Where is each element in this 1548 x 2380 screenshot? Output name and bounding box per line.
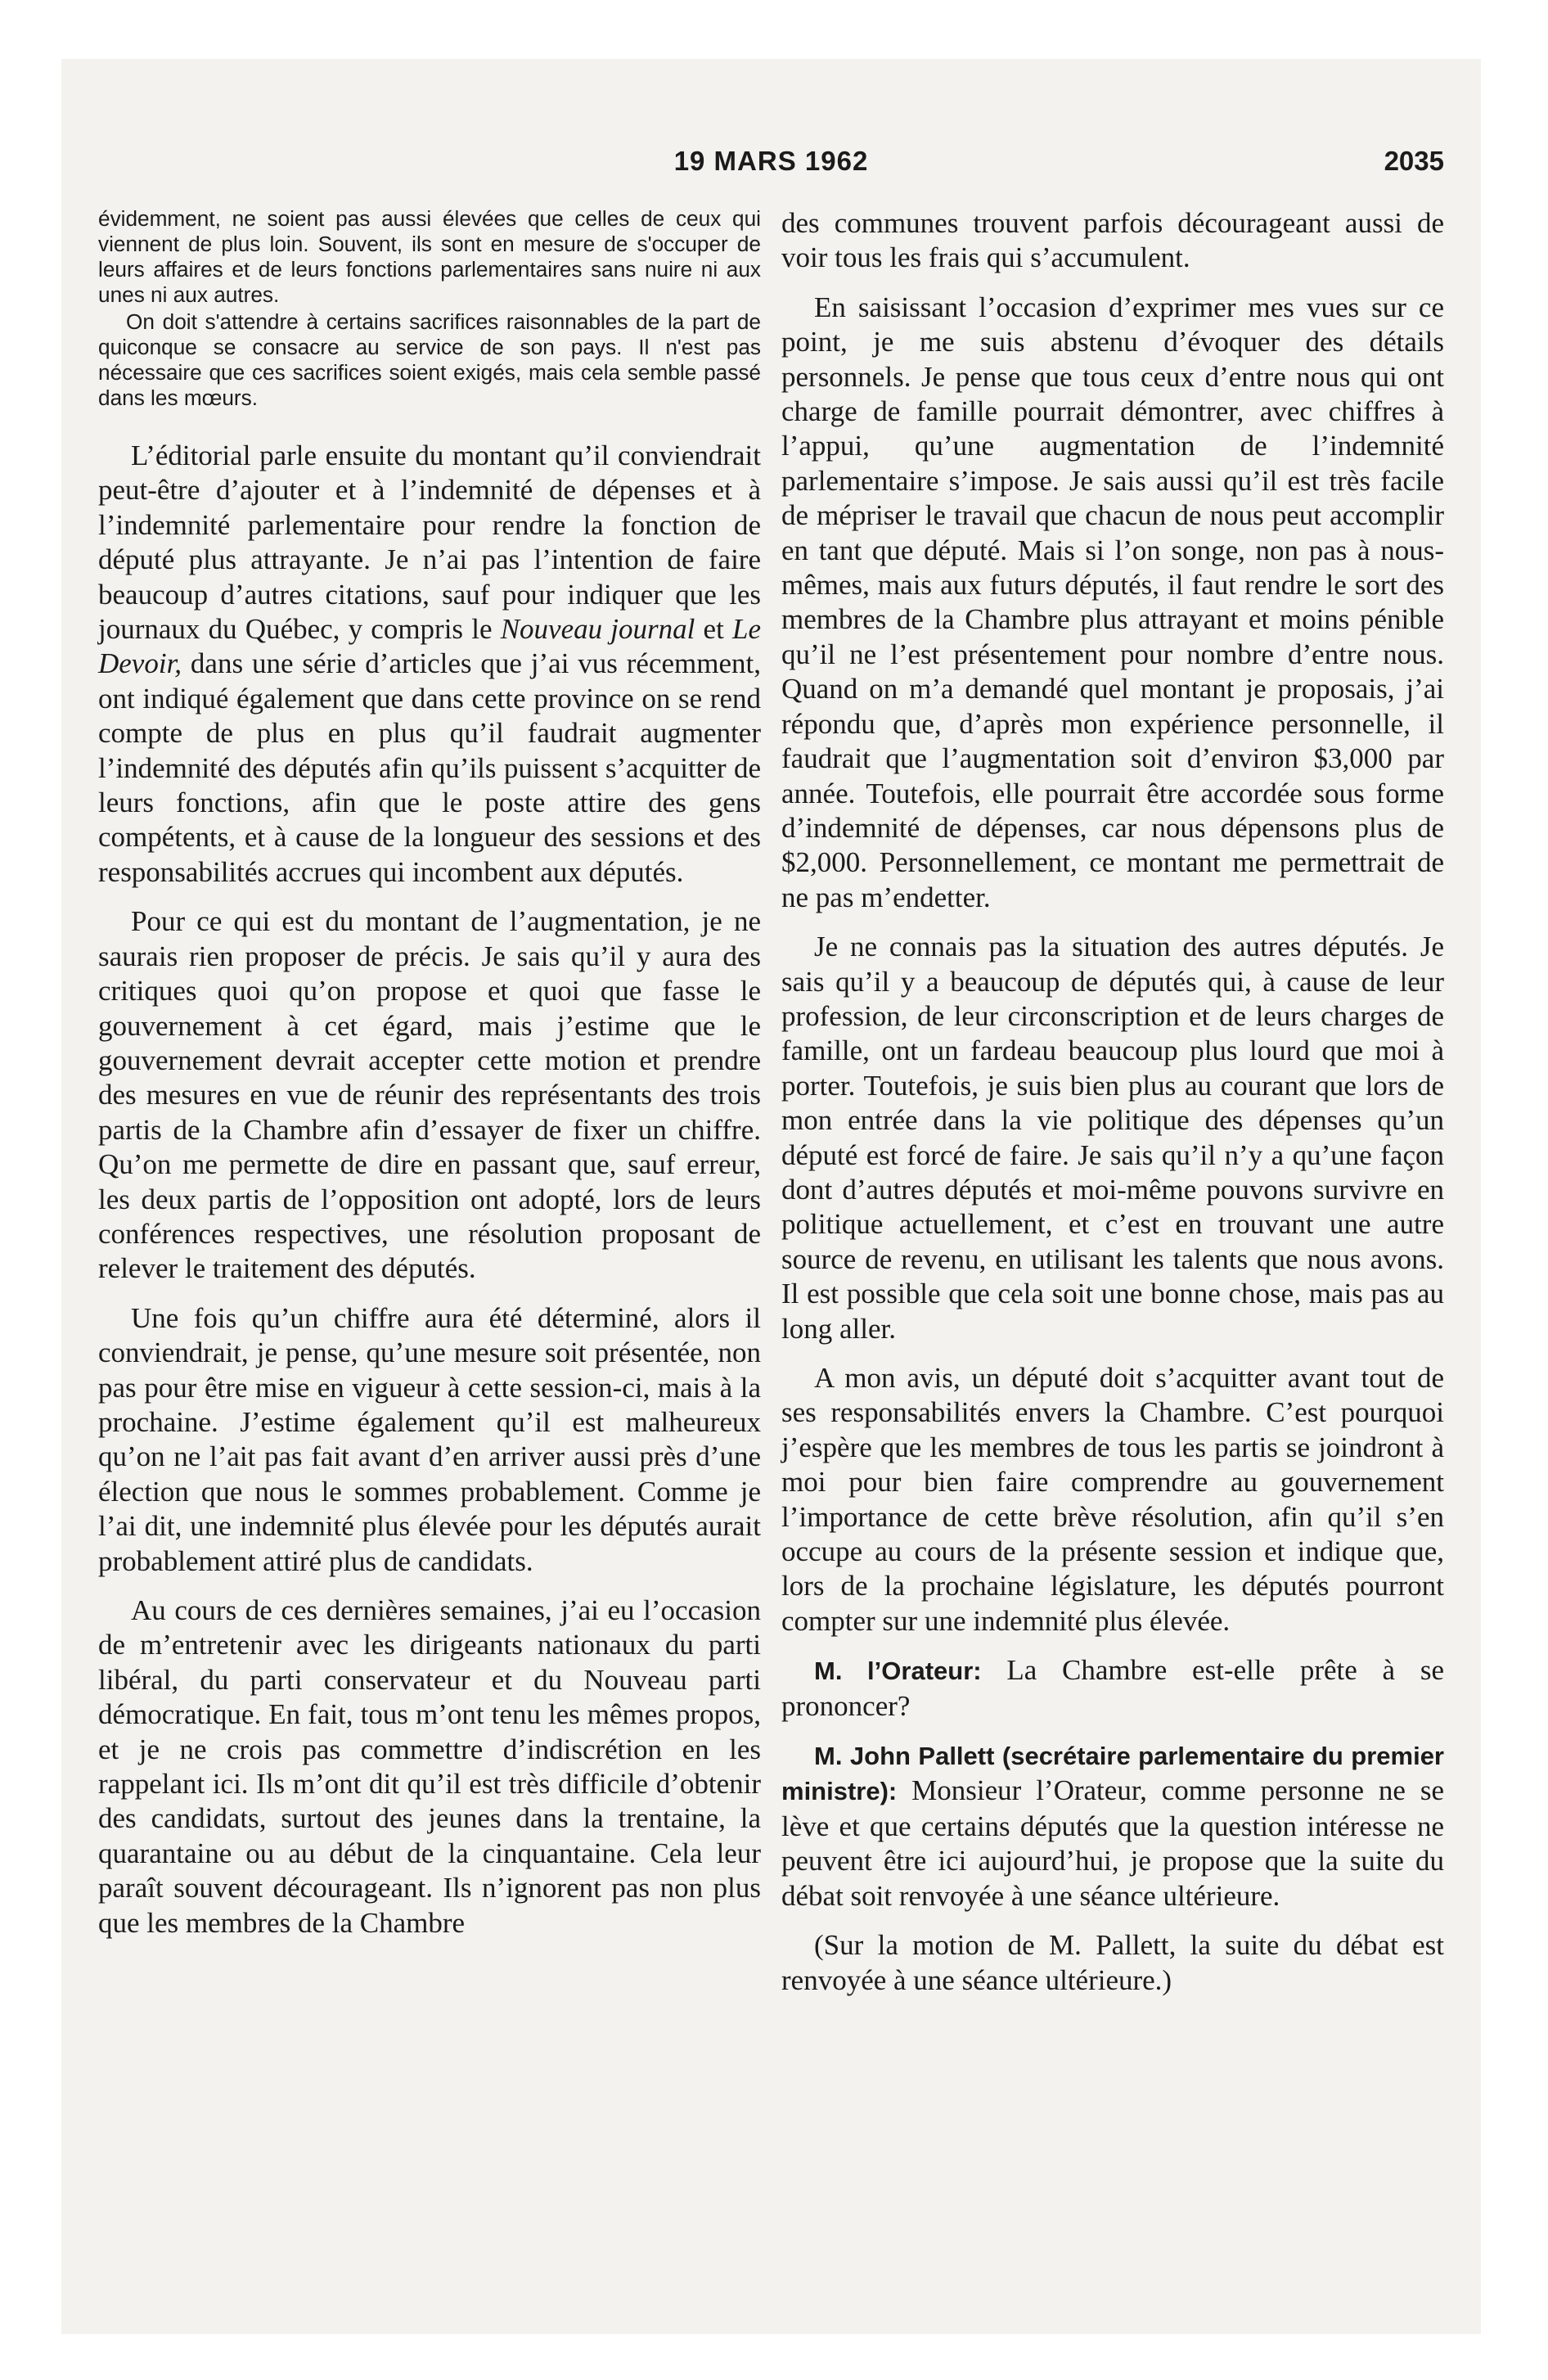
body-paragraph: Je ne connais pas la situation des autres députés. Je sais qu’il y a beaucoup de députés qui, à cause de leur profession, de leur circonscription et de leurs charges de famille, ont un fardeau beaucoup plus lourd que moi à porter. Toutefois, je suis bien plus au courant que lors de mon entrée dans la vie politique des dépenses qu’un député est forcé de faire. Je sais qu’il n’y a qu’une façon dont d’autres députés et moi-même pouvons survivre en politique actuellement, et c’est en trouvant une autre source de revenu, en utilisant les talents que nous avons. Il est possible que cela soit une bonne chose, mais pas au long aller. [781, 931, 1444, 1345]
body-paragraph: Pour ce qui est du montant de l’augmentation, je ne saurais rien proposer de précis. Je sais qu’il y aura des critiques quoi qu’on propose et quoi que fasse le gouvernement à cet égard, mais j’estime que le gouvernement devrait accepter cette motion et prendre des mesures en vue de réunir des représentants des trois partis de la Chambre afin d’essayer de fixer un chiffre. Qu’on me permette de dire en passant que, sauf erreur, les deux partis de l’opposition ont adopté, lors de leurs conférences respectives, une résolution proposant de relever le traitement des députés. [98, 905, 761, 1285]
newspaper-title: Nouveau journal [500, 613, 695, 646]
body-paragraph: L’éditorial parle ensuite du montant qu’il conviendrait peut-être d’ajouter et à l’indemnité de dépenses et à l’indemnité parlementaire pour rendre la fonction de député plus attrayante. Je n’ai pas l’intention de faire beaucoup d’autres citations, sauf pour indiquer que les journaux du Québec, y compris le Nouveau journal et Le Devoir, dans une série d’articles que j’ai vus récemment, ont indiqué également que dans cette province on se rend compte de plus en plus qu’il faudrait augmenter l’indemnité des députés afin qu’ils puissent s’acquitter de leurs fonctions, afin que le poste attire des gens compétents, et à cause de la longueur des sessions et des responsabilités accrues qui incombent aux députés. [98, 439, 761, 888]
body-paragraph: En saisissant l’occasion d’exprimer mes vues sur ce point, je me suis abstenu d’évoquer des détails personnels. Je pense que tous ceux d’entre nous qui ont charge de famille pourrait démontrer, avec chiffres à l’appui, qu’une augmentation de l’indemnité parlementaire s’impose. Je sais aussi qu’il est très facile de mépriser le travail que chacun de nous peut accomplir en tant que député. Mais si l’on songe, non pas à nous-mêmes, mais aux futurs députés, il faut rendre le sort des membres de la Chambre plus attrayant et moins pénible qu’il ne l’est présentement pour nombre d’entre nous. Quand on m’a demandé quel montant je proposais, j’ai répondu que, d’après mon expérience personnelle, il faudrait que l’augmentation soit d’environ $3,000 par année. Toutefois, elle pourrait être accordée sous forme d’indemnité de dépenses, car nous dépensons plus de $2,000. Personnellement, ce montant me permettrait de ne pas m’endetter. [781, 291, 1444, 913]
speaker-name: M. l’Orateur: [814, 1657, 982, 1686]
quote-paragraph: évidemment, ne soient pas aussi élevées que celles de ceux qui viennent de plus loin. Souvent, ils sont en mesure de s'occuper de leurs affaires et de leurs fonctions parlementaires sans nuire ni aux unes ni aux autres. [98, 206, 761, 307]
speaker-paragraph: M. l’Orateur: La Chambre est-elle prête à se prononcer? [781, 1654, 1444, 1722]
quoted-editorial [98, 206, 761, 411]
speaker-name: M. John Pallett (secrétaire parlementaire du premier ministre): [781, 1742, 1444, 1806]
body-paragraph-continued: des communes trouvent parfois décourageant aussi de voir tous les frais qui s’accumulent. [781, 207, 1444, 274]
procedural-note: (Sur la motion de M. Pallett, la suite du débat est renvoyée à une séance ultérieure.) [781, 1929, 1444, 1996]
body-paragraph: Une fois qu’un chiffre aura été déterminé, alors il conviendrait, je pense, qu’une mesure soit présentée, non pas pour être mise en vigueur à cette session-ci, mais à la prochaine. J’estime également qu’il est malheureux qu’on ne l’ait pas fait avant d’en arriver aussi près d’une élection que nous le sommes probablement. Comme je l’ai dit, une indemnité plus élevée pour les députés aurait probablement attiré plus de candidats. [98, 1301, 761, 1577]
speaker-paragraph: M. John Pallett (secrétaire parlementaire du premier ministre): Monsieur l’Orateur, comme personne ne se lève et que certains députés que la question intéresse ne peuvent être ici aujourd’hui, je propose que la suite du débat soit renvoyée à une séance ultérieure. [781, 1742, 1444, 1912]
right-column [781, 206, 1444, 1998]
page-number: 2035 [1384, 146, 1444, 176]
left-column [98, 206, 761, 1941]
newspaper-title: Le Devoir, [98, 613, 761, 680]
page-date: 19 MARS 1962 [673, 146, 869, 176]
body-paragraph: Au cours de ces dernières semaines, j’ai eu l’occasion de m’entretenir avec les dirigeants nationaux du parti libéral, du parti conservateur et du Nouveau parti démocratique. En fait, tous m’ont tenu les mêmes propos, et je ne crois pas commettre d’indiscrétion en les rappelant ici. Ils m’ont dit qu’il est très difficile d’obtenir des candidats, surtout des jeunes dans la trentaine, la quarantaine ou au début de la cinquantaine. Cela leur paraît souvent décourageant. Ils n’ignorent pas non plus que les membres de la Chambre [98, 1594, 761, 1939]
body-paragraph: A mon avis, un député doit s’acquitter avant tout de ses responsabilités envers la Chambre. C’est pourquoi j’espère que les membres de tous les partis se joindront à moi pour bien faire comprendre au gouvernement l’importance de cette brève résolution, afin qu’il s’en occupe au cours de la présente session et indique que, lors de la prochaine législature, les députés pourront compter sur une indemnité plus élevée. [781, 1362, 1444, 1637]
quote-paragraph: On doit s'attendre à certains sacrifices raisonnables de la part de quiconque se consacre au service de son pays. Il n'est pas nécessaire que ces sacrifices soient exigés, mais cela semble passé dans les mœurs. [98, 309, 761, 410]
page-header [98, 146, 1444, 195]
